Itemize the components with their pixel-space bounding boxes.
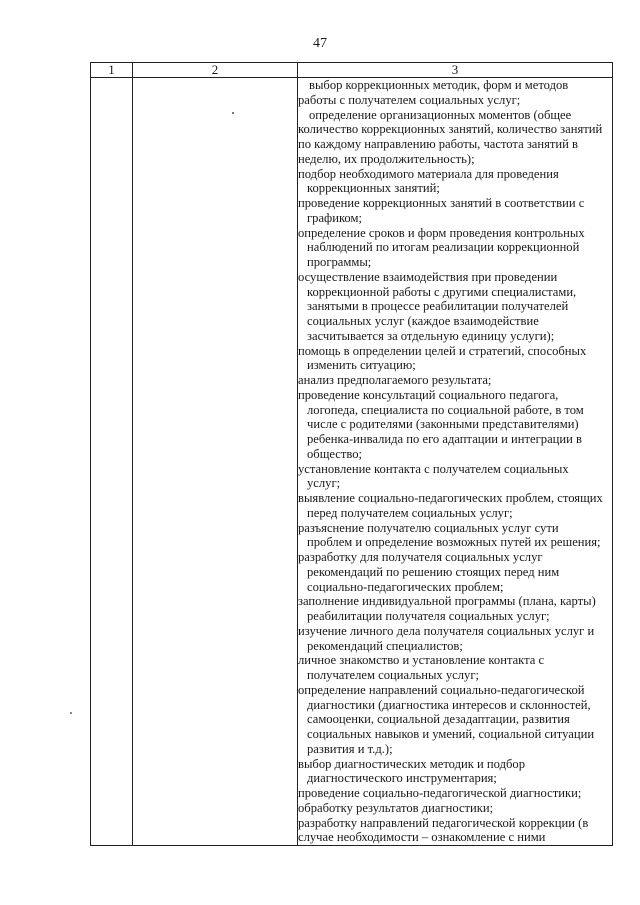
text-line: анализ предполагаемого результата; [298,373,492,387]
text-line: подбор необходимого материала для проведения [298,166,559,181]
text-line: социальных услуг (каждое взаимодействие [307,314,539,328]
text-line: диагностики (диагностика интересов и склонностей, [307,697,591,712]
text-line: рекомендаций по решению стоящих перед ним [307,564,560,579]
text-line: определение направлений социально-педагогической [298,682,585,697]
text-line: проведение коррекционных занятий в соответствии с [298,196,585,210]
text-line: коррекционных занятий; [307,181,440,196]
text-line: социальных навыков и умений, социальной ситуации [307,727,595,741]
text-line: логопеда, специалиста по социальной работе, в том [307,402,584,417]
text-line: осуществление взаимодействия при проведении [298,269,558,284]
column-2-cell [133,78,298,846]
text-line: ребенка-инвалида по его адаптации и интеграции в [307,432,582,446]
table-row [91,78,613,846]
text-line: коррекционной работы с другими специалистами, [307,284,577,299]
service-description-lines [298,78,612,845]
text-line: разработку для получателя социальных услуг [298,550,543,564]
text-line: проведение консультаций социального педагога, [298,387,559,402]
column-header-2: 2 [133,63,298,78]
text-line: по каждому направлению работы, частота занятий в [298,137,579,151]
text-line: личное знакомство и установление контакта с [298,653,545,668]
text-line: перед получателем социальных услуг; [307,505,513,520]
text-line: выявление социально-педагогических проблем, стоящих [298,491,603,505]
text-line: обработку результатов диагностики; [298,800,494,815]
services-table [90,62,613,846]
text-line: установление контакта с получателем социальных [298,461,569,476]
text-line: выбор диагностических методик и подбор [298,756,525,771]
text-line: занятыми в процессе реабилитации получателей [307,299,569,314]
text-line: получателем социальных услуг; [307,668,480,682]
scan-speck [70,712,72,714]
text-line: засчитывается за отдельную единицу услуги); [307,328,555,343]
text-line: изучение личного дела получателя социальных услуг и [298,623,595,638]
text-line: помощь в определении целей и стратегий, способных [298,343,587,358]
text-line: наблюдений по итогам реализации коррекционной [307,240,580,255]
text-line: заполнение индивидуальной программы (плана, карты) [298,594,596,609]
text-line: изменить ситуацию; [307,358,416,373]
text-line: выбор коррекционных методик, форм и методов [309,78,569,92]
text-line: разъяснение получателю социальных услуг сути [298,520,559,535]
column-3-cell [298,78,613,846]
page-number: 47 [313,36,327,51]
text-line: услуг; [307,476,341,491]
text-line: общество; [307,446,363,461]
scan-speck [232,112,234,114]
column-header-1: 1 [91,63,133,78]
text-line: реабилитации получателя социальных услуг; [307,609,550,623]
text-line: диагностического инструментария; [307,771,497,786]
column-header-3: 3 [298,63,613,78]
text-line: случае необходимости – ознакомление с ними [298,830,546,845]
text-line: социально-педагогических проблем; [307,579,504,594]
text-line: самооценки, социальной дезадаптации, развития [307,712,570,727]
text-line: программы; [307,255,372,269]
text-line: рекомендаций специалистов; [307,638,463,653]
text-line: развития и т.д.); [307,741,393,756]
text-line: графиком; [307,210,362,225]
column-1-cell [91,78,133,846]
text-line: неделю, их продолжительность); [298,151,475,166]
text-line: числе с родителями (законными представителями) [307,417,579,432]
text-line: проведение социально-педагогической диагностики; [298,786,582,800]
text-line: проблем и определение возможных путей их решения; [307,535,601,550]
text-line: работы с получателем социальных услуг; [298,92,521,107]
table-header-row [91,63,613,78]
text-line: определение сроков и форм проведения контрольных [298,225,585,240]
text-line: определение организационных моментов (общее [309,107,572,122]
text-line: количество коррекционных занятий, количество занятий [298,122,603,137]
text-line: разработку направлений педагогической коррекции (в [298,815,589,830]
